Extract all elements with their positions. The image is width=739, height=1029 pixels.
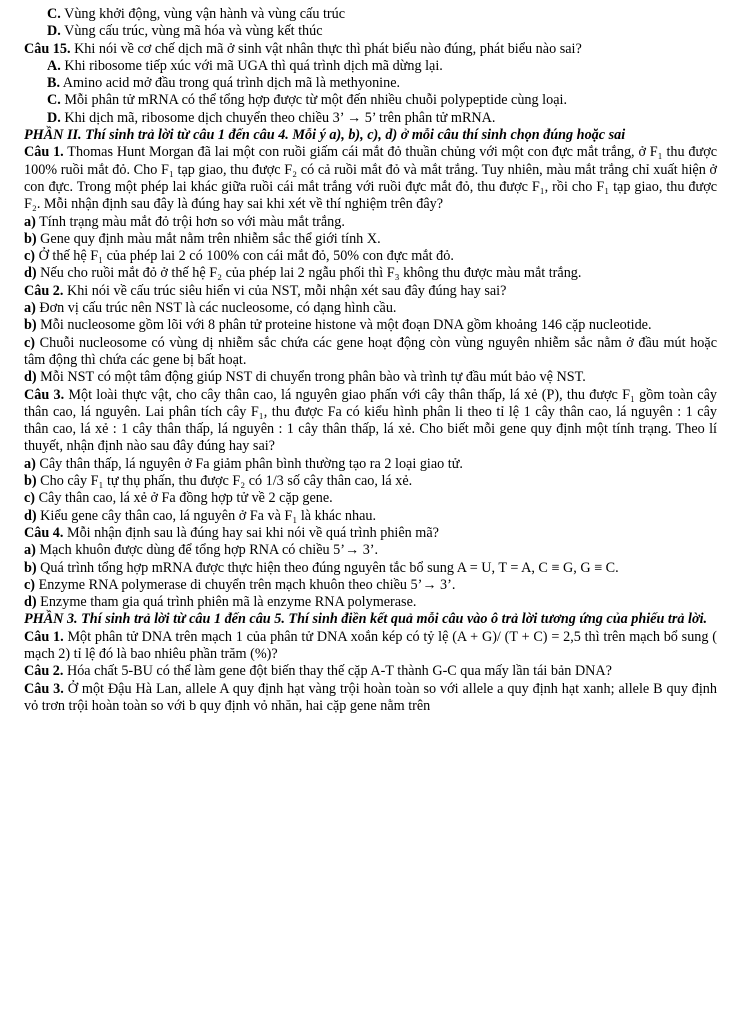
part3-heading: PHẦN 3. Thí sinh trả lời từ câu 1 đến câu 5. Thí sinh điền kết quả mỗi câu vào ô trả lời tương ứng của phiếu trả lời. <box>24 611 708 628</box>
p2-q1-d <box>24 265 717 282</box>
p2-q4-stem <box>24 525 717 542</box>
statement-text: Enzyme tham gia quá trình phiên mã là enzyme RNA polymerase. <box>36 594 417 611</box>
statement-key: a) <box>24 300 36 317</box>
p2-q1-stem <box>24 144 717 213</box>
option-text: Khi ribosome tiếp xúc với mã UGA thì quá trình dịch mã dừng lại. <box>60 57 443 74</box>
question-number: Câu 4. <box>24 524 64 541</box>
question-stem: Một phân tử DNA trên mạch 1 của phân tử DNA xoắn kép có tỷ lệ (A + G)/ (T + C) = 2,5 thì trên mạch bổ sung ( mạch 2) tỉ lệ đó là bao nhiêu phần trăm (%)? <box>24 628 717 662</box>
statement-text: Kiểu gene cây thân cao, lá nguyên ở Fa và F₁ là khác nhau. <box>36 507 377 524</box>
question-number: Câu 3. <box>24 386 65 403</box>
option-key: C. <box>47 92 61 109</box>
statement-text: Enzyme RNA polymerase di chuyển trên mạch khuôn theo chiều 5’→ 3’. <box>35 576 456 593</box>
p2-q1-a <box>24 214 717 231</box>
statement-text: Mỗi NST có một tâm động giúp NST di chuyển trong phân bào và trình tự đầu mút bảo vệ NST. <box>36 369 586 386</box>
statement-key: c) <box>24 334 36 351</box>
p3-q3 <box>24 681 717 716</box>
statement-text: Mỗi nucleosome gồm lõi với 8 phân tử proteine histone và một đoạn DNA gồm khoảng 146 cặp nucleotide. <box>36 317 652 334</box>
p2-q4-b <box>24 560 717 577</box>
q15-option-b <box>24 75 717 92</box>
question-stem: Ở một Đậu Hà Lan, allele A quy định hạt vàng trội hoàn toàn so với allele a quy định hạt xanh; allele B quy định vỏ trơn trội hoàn toàn so với b quy định vỏ nhăn, hai cặp gene nằm trên <box>24 680 717 714</box>
part2-heading: PHẦN II. Thí sinh trả lời từ câu 1 đến câu 4. Mỗi ý a), b), c), d) ở mỗi câu thí sinh chọn đúng hoặc sai <box>24 127 626 144</box>
p2-q1-b <box>24 231 717 248</box>
q15-option-c <box>24 92 717 109</box>
statement-text: Cho cây F₁ tự thụ phấn, thu được F₂ có 1/3 số cây thân cao, lá xẻ. <box>36 473 413 490</box>
p2-q2-b <box>24 317 717 334</box>
question-stem: Khi nói về cấu trúc siêu hiển vi của NST, mỗi nhận xét sau đây đúng hay sai? <box>63 282 507 299</box>
statement-key: a) <box>24 455 36 472</box>
statement-key: c) <box>24 248 36 265</box>
statement-key: d) <box>24 594 37 611</box>
question-stem: Mỗi nhận định sau là đúng hay sai khi nói về quá trình phiên mã? <box>63 524 439 541</box>
p2-q2-a <box>24 300 717 317</box>
option-text: Mỗi phân tử mRNA có thể tổng hợp được từ một đến nhiều chuỗi polypeptide cùng loại. <box>60 92 567 109</box>
statement-key: d) <box>24 369 37 386</box>
p2-q3-a <box>24 456 717 473</box>
q15-stem <box>24 41 717 58</box>
statement-key: b) <box>24 559 37 576</box>
option-key: A. <box>47 57 61 74</box>
question-number: Câu 1. <box>24 144 64 161</box>
q15-option-a <box>24 58 717 75</box>
statement-text: Ở thế hệ F₁ của phép lai 2 có 100% con cái mắt đỏ, 50% con đực mắt đỏ. <box>35 248 454 265</box>
statement-key: a) <box>24 542 36 559</box>
question-number: Câu 2. <box>24 663 64 680</box>
option-text: Amino acid mở đầu trong quá trình dịch mã là methyonine. <box>60 75 401 92</box>
q14-option-d <box>24 23 717 40</box>
statement-key: a) <box>24 213 36 230</box>
p2-q3-stem <box>24 387 717 456</box>
option-key: D. <box>47 23 61 40</box>
p2-q2-c <box>24 335 717 370</box>
p3-q1 <box>24 629 717 664</box>
option-text: Khi dịch mã, ribosome dịch chuyển theo chiều 3’ → 5’ trên phân tử mRNA. <box>60 109 496 126</box>
statement-text: Nếu cho ruồi mắt đỏ ở thế hệ F₂ của phép lai 2 ngẫu phối thì F₃ không thu được màu mắt trắng. <box>36 265 582 282</box>
question-number: Câu 1. <box>24 628 64 645</box>
statement-text: Đơn vị cấu trúc nên NST là các nucleosome, có dạng hình cầu. <box>35 300 397 317</box>
statement-key: d) <box>24 507 37 524</box>
p2-q2-d <box>24 369 717 386</box>
statement-key: b) <box>24 473 37 490</box>
p2-q3-c <box>24 490 717 507</box>
q15-option-d <box>24 110 717 127</box>
statement-text: Cây thân thấp, lá nguyên ở Fa giảm phân bình thường tạo ra 2 loại giao tử. <box>35 455 463 472</box>
statement-key: b) <box>24 317 37 334</box>
q14-option-c <box>24 6 717 23</box>
question-number: Câu 15. <box>24 40 71 57</box>
p2-q4-a <box>24 542 717 559</box>
statement-text: Chuỗi nucleosome có vùng dị nhiễm sắc chứa các gene hoạt động còn vùng nguyên nhiễm sắc nằm ở đầu mút hoặc tâm động thì chứa các gene bị bất hoạt. <box>24 334 717 368</box>
question-number: Câu 2. <box>24 282 64 299</box>
option-key: B. <box>47 75 61 92</box>
statement-text: Quá trình tổng hợp mRNA được thực hiện theo đúng nguyên tắc bổ sung A = U, T = A, C ≡ G, G ≡ C. <box>36 559 619 576</box>
statement-text: Cây thân cao, lá xẻ ở Fa đồng hợp tử về 2 cặp gene. <box>35 490 333 507</box>
p2-q2-stem <box>24 283 717 300</box>
question-stem: Khi nói về cơ chế dịch mã ở sinh vật nhân thực thì phát biểu nào đúng, phát biểu nào sai? <box>70 40 582 57</box>
p2-q1-c <box>24 248 717 265</box>
option-key: C. <box>47 6 61 22</box>
option-text: Vùng khởi động, vùng vận hành và vùng cấu trúc <box>60 6 346 22</box>
question-number: Câu 3. <box>24 680 64 697</box>
p2-q4-d <box>24 594 717 611</box>
statement-key: c) <box>24 490 36 507</box>
statement-key: b) <box>24 230 37 247</box>
p2-q3-b <box>24 473 717 490</box>
question-stem: Thomas Hunt Morgan đã lai một con ruồi giấm cái mắt đỏ thuần chủng với một con đực mắt trắng, ở F₁ thu được 100% ruồi mắt đỏ. Cho F₁ tạp giao, thu được F₂ có cả ruồi mắt đỏ và mắt trắng. Tuy nhiên, màu mắt trắng chỉ xuất hiện ở con đực. Trong một phép lai khác giữa ruồi cái mắt trắng với ruồi đực mắt đỏ, thu được F₁, rồi cho F₁ tạp giao, thu được F₂. Mỗi nhận định sau đây là đúng hay sai khi xét về thí nghiệm trên đây? <box>24 144 717 213</box>
option-key: D. <box>47 109 61 126</box>
statement-key: d) <box>24 265 37 282</box>
statement-text: Tính trạng màu mắt đỏ trội hơn so với màu mắt trắng. <box>35 213 345 230</box>
p3-q2 <box>24 663 717 680</box>
option-text: Vùng cấu trúc, vùng mã hóa và vùng kết thúc <box>60 23 323 40</box>
statement-key: c) <box>24 576 36 593</box>
statement-text: Mạch khuôn được dùng để tổng hợp RNA có chiều 5’→ 3’. <box>35 542 379 559</box>
statement-text: Gene quy định màu mắt nằm trên nhiễm sắc thể giới tính X. <box>36 230 381 247</box>
question-stem: Một loài thực vật, cho cây thân cao, lá nguyên giao phấn với cây thân thấp, lá xẻ (P), thu được F₁ gồm toàn cây thân cao, lá nguyên. Lai phân tích cây F₁, thu được Fa có kiểu hình phân li theo tỉ lệ 1 cây thân cao, lá nguyên : 1 cây thân cao, lá xẻ : 1 cây thân thấp, lá nguyên : 1 cây thân thấp, lá xẻ. Cho biết mỗi gene quy định một tính trạng. Theo lí thuyết, nhận định nào sau đây đúng hay sai? <box>24 386 717 455</box>
question-stem: Hóa chất 5-BU có thể làm gene đột biến thay thế cặp A-T thành G-C qua mấy lần tái bản DNA? <box>63 663 612 680</box>
p2-q4-c <box>24 577 717 594</box>
p2-q3-d <box>24 508 717 525</box>
